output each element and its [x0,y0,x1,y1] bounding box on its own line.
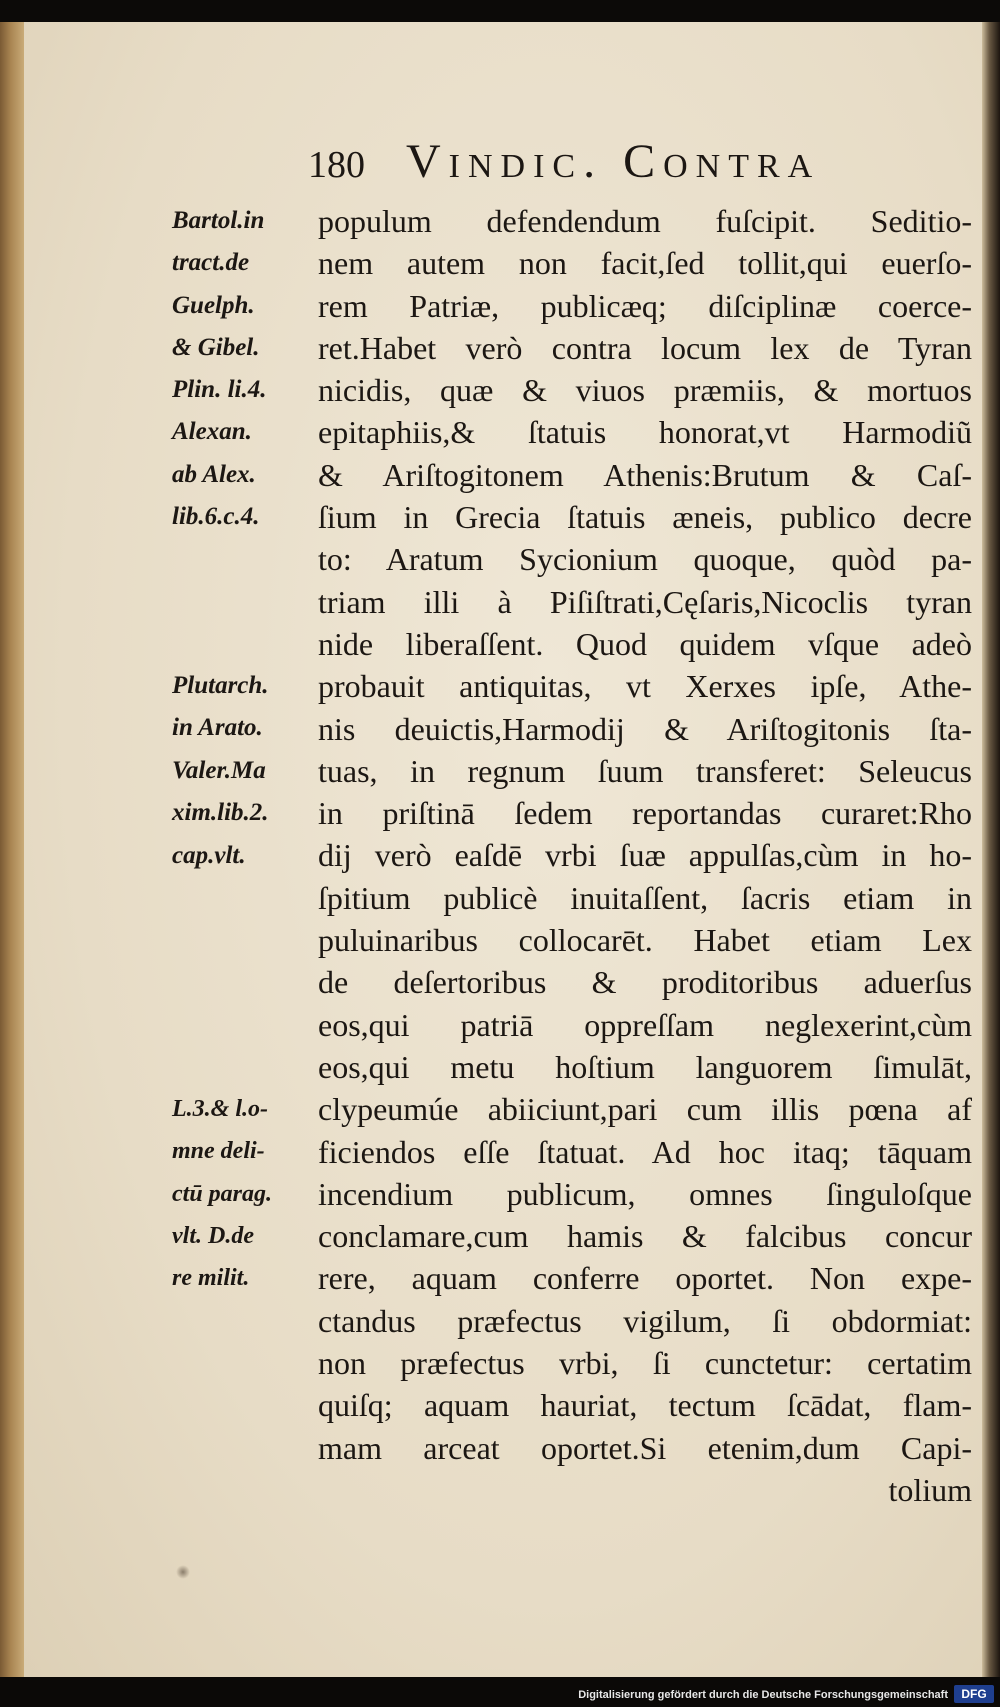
text-line: ficiendos eſſe ſtatuat. Ad hoc itaq; tāquam [318,1133,972,1170]
text-line: ret.Habet verò contra locum lex de Tyran [318,329,972,366]
marginal-note-line: re milit. [172,1265,250,1292]
marginal-note-line: & Gibel. [172,333,260,361]
text-line: rem Patriæ, publicæq; diſciplinæ coerce- [318,287,972,324]
marginal-note-line: Alexan. [172,418,252,446]
text-line: mam arceat oportet.Si etenim,dum Capi- [318,1429,972,1466]
text-line: de deſertoribus & proditoribus aduerſus [318,964,972,1001]
text-line: tolium [888,1471,972,1508]
marginal-note-valerius [172,750,269,877]
text-line: non præfectus vrbi, ſi cunctetur: certatim [318,1345,972,1382]
text-line: nis deuictis,Harmodij & Ariſtogitonis ſta- [318,710,972,747]
marginal-note-line: ab Alex. [172,460,256,488]
page-edge-shadow [982,22,1000,1677]
text-line: & Ariſtogitonem Athenis:Brutum & Caſ- [318,456,972,493]
text-line: puluinaribus collocarēt. Habet etiam Lex [318,922,972,959]
top-border [0,0,1000,22]
marginal-note-line: Valer.Ma [172,757,266,784]
dfg-logo: DFG [954,1685,994,1703]
text-line: dij verò eaſdē vrbi ſuæ appulſas,cùm in ho- [318,837,972,874]
text-line: epitaphiis,& ſtatuis honorat,vt Harmodiũ [318,414,972,451]
marginal-note-line: in Arato. [172,714,263,742]
text-line: incendium publicum, omnes ſinguloſque [318,1175,972,1212]
text-line: in priſtinā ſedem reportandas curaret:Rho [318,795,972,832]
running-head [308,135,918,188]
text-line: populum defendendum fuſcipit. Seditio- [318,203,972,239]
funding-credit: Digitalisierung gefördert durch die Deutsche Forschungsgemeinschaft [578,1689,948,1701]
page-number: 180 [308,144,365,186]
text-line: clypeumúe abiiciunt,pari cum illis pœna af [318,1091,972,1128]
marginal-note-line: Plutarch. [172,672,269,699]
running-title: Vindic. Contra [406,135,821,188]
text-line: eos,qui patriā oppreſſam neglexerint,cùm [318,1006,972,1043]
text-line: ſpitium publicè inuitaſſent, ſacris etiam in [318,879,972,916]
book-binding-edge [0,22,24,1677]
marginal-note-line: L.3.& l.o- [172,1096,268,1122]
marginal-note-line: mne deli- [172,1138,265,1165]
marginal-note-line: Guelph. [172,291,255,319]
text-line: eos,qui metu hoſtium languorem ſimulāt, [318,1048,972,1085]
text-line: ſium in Grecia ſtatuis æneis, publico decre [318,499,972,536]
text-line: nicidis, quæ & viuos præmiis, & mortuos [318,372,972,409]
text-line: conclamare,cum hamis & falcibus concur [318,1218,972,1255]
text-line: triam illi à Piſiſtrati,Cęſaris,Nicoclis tyran [318,583,972,620]
marginal-note-line: Bartol.in [172,207,265,234]
marginal-note-line: xim.lib.2. [172,799,269,827]
text-line: ctandus præfectus vigilum, ſi obdormiat: [318,1302,972,1339]
text-line: quiſq; aquam hauriat, tectum ſcādat, flam- [318,1387,972,1424]
marginal-note-line: vlt. D.de [172,1222,254,1249]
text-line: nem autem non facit,ſed tollit,qui euerſo- [318,245,972,282]
marginal-note-line: ctū parag. [172,1180,273,1207]
text-line: tuas, in regnum ſuum transferet: Seleucus [318,752,972,789]
text-line: to: Aratum Sycionium quoque, quòd pa- [318,541,972,578]
ink-smudge [176,1565,190,1579]
marginal-note-bartolus [172,200,266,538]
marginal-note-line: Plin. li.4. [172,376,267,404]
marginal-note-digest [172,1088,272,1299]
marginal-note-line: cap.vlt. [172,841,246,869]
text-line: probauit antiquitas, vt Xerxes ipſe, Athe- [318,668,972,705]
marginal-note-line: tract.de [172,249,250,277]
marginal-note-line: lib.6.c.4. [172,503,260,531]
marginal-note-plutarch [172,665,269,750]
main-text-block [318,200,972,1511]
text-line: nide liberaſſent. Quod quidem vſque adeò [318,625,972,662]
text-line: rere, aquam conferre oportet. Non expe- [318,1260,972,1297]
